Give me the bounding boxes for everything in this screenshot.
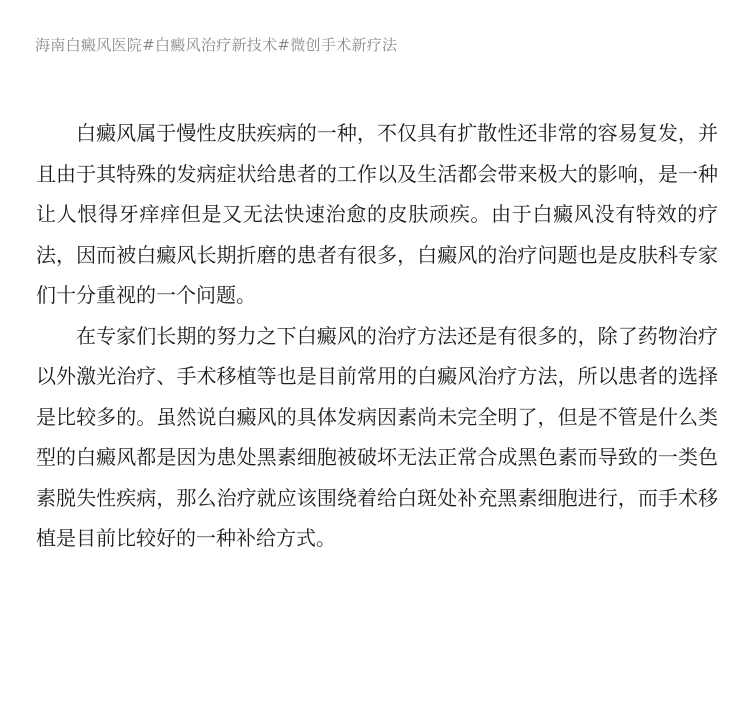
breadcrumb: 海南白癜风医院#白癜风治疗新技术#微创手术新疗法 — [35, 36, 398, 54]
article-paragraph-2: 在专家们长期的努力之下白癜风的治疗方法还是有很多的，除了药物治疗以外激光治疗、手术移植等也是目前常用的白癜风治疗方法，所以患者的选择是比较多的。虽然说白癜风的具体发病因素尚未完全明了，但是不管是什么类型的白癜风都是因为患处黑素细胞被破坏无法正常合成黑色素而导致的一类色素脱失性疾病，那么治疗就应该围绕着给白斑处补充黑素细胞进行，而手术移植是目前比较好的一种补给方式。 — [36, 323, 718, 550]
article-paragraph-1: 白癜风属于慢性皮肤疾病的一种，不仅具有扩散性还非常的容易复发，并且由于其特殊的发病症状给患者的工作以及生活都会带来极大的影响，是一种让人恨得牙痒痒但是又无法快速治愈的皮肤顽疾。由于白癜风没有特效的疗法，因而被白癜风长期折磨的患者有很多，白癜风的治疗问题也是皮肤科专家们十分重视的一个问题。 — [36, 121, 718, 307]
article-body — [36, 113, 718, 559]
